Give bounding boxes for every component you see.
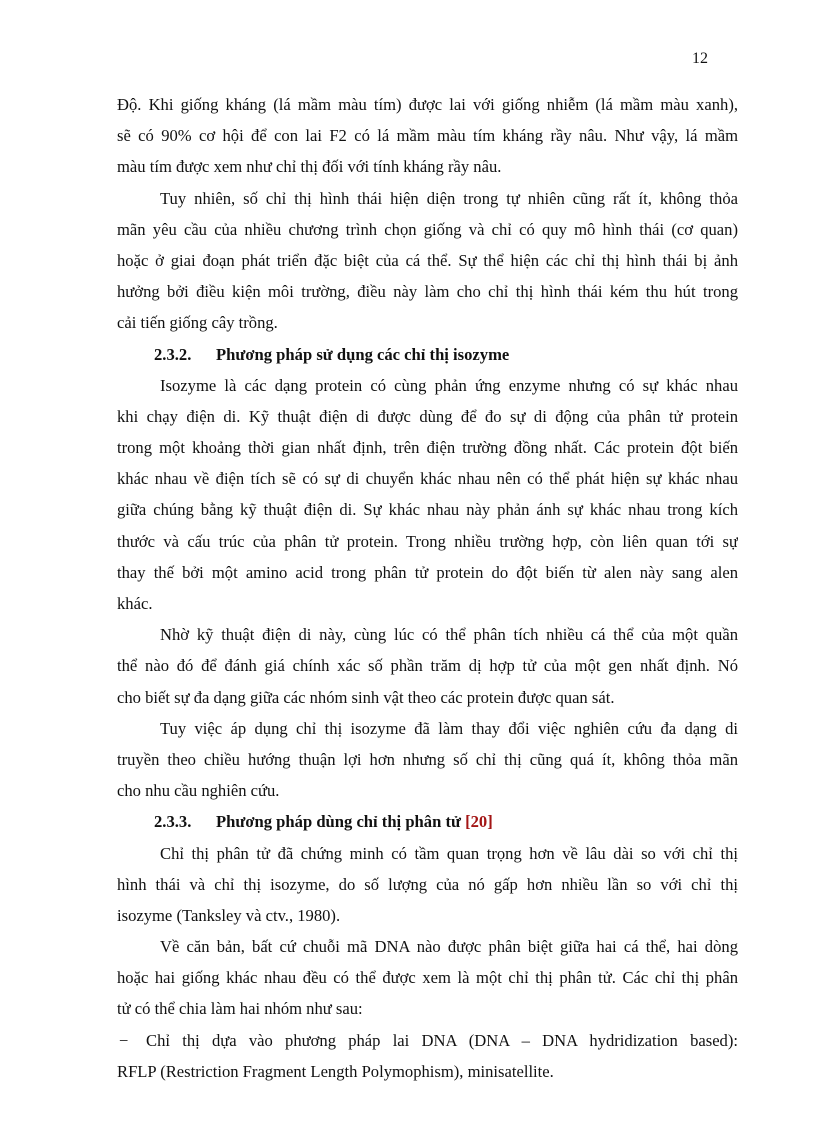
bullet-dash: − xyxy=(119,1030,129,1050)
text-line: hình thái và chỉ thị isozyme, do số lượng của nó gấp hơn nhiều lần so với chỉ thị xyxy=(117,874,738,894)
text-line: mãn yêu cầu của nhiều chương trình chọn giống và chỉ có quy mô hình thái (cơ quan) xyxy=(117,219,738,239)
text-line: tử có thể chia làm hai nhóm như sau: xyxy=(117,999,363,1019)
body-text xyxy=(117,89,738,1087)
text-line: khác. xyxy=(117,594,153,613)
citation-link[interactable]: [20] xyxy=(465,812,493,832)
text-line: cho nhu cầu nghiên cứu. xyxy=(117,781,280,801)
section-title: Phương pháp dùng chỉ thị phân tử xyxy=(216,812,461,832)
text-line: Isozyme là các dạng protein có cùng phản ứng enzyme nhưng có sự khác nhau xyxy=(160,375,738,395)
text-line: khác nhau về điện tích sẽ có sự di chuyển khác nhau nên có thể phát hiện sự khác nhau xyxy=(117,469,738,489)
text-line: sẽ có 90% cơ hội để con lai F2 có lá mầm màu tím kháng rầy nâu. Như vậy, lá mầm xyxy=(117,126,738,146)
section-heading-2-3-3 xyxy=(117,806,738,837)
section-number: 2.3.3. xyxy=(154,812,192,832)
text-line: Chỉ thị phân tử đã chứng minh có tầm quan trọng hơn về lâu dài so với chỉ thị xyxy=(160,843,738,863)
text-line: khi chạy điện di. Kỹ thuật điện di được dùng để đo sự di động của phân tử protein xyxy=(117,406,738,426)
page-number: 12 xyxy=(692,50,708,67)
text-line: Tuy việc áp dụng chỉ thị isozyme đã làm thay đổi việc nghiên cứu đa dạng di xyxy=(160,718,738,738)
text-line: RFLP (Restriction Fragment Length Polymophism), minisatellite. xyxy=(117,1061,554,1081)
text-line: hoặc hai giống khác nhau đều có thể được xem là một chỉ thị phân tử. Các chỉ thị phân xyxy=(117,968,738,988)
text-line: truyền theo chiều hướng thuận lợi hơn nhưng số chỉ thị cũng quá ít, không thỏa mãn xyxy=(117,749,738,769)
text-line: Độ. Khi giống kháng (lá mầm màu tím) được lai với giống nhiễm (lá mầm màu xanh), xyxy=(117,95,738,114)
text-line: trong một khoảng thời gian nhất định, trên điện trường đồng nhất. Các protein đột biến xyxy=(117,438,738,458)
text-line: Tuy nhiên, số chỉ thị hình thái hiện diện trong tự nhiên cũng rất ít, không thỏa xyxy=(160,188,738,208)
text-line: Nhờ kỹ thuật điện di này, cùng lúc có thể phân tích nhiều cá thể của một quần xyxy=(160,625,738,645)
text-line: Về căn bản, bất cứ chuỗi mã DNA nào được phân biệt giữa hai cá thể, hai dòng xyxy=(160,937,738,957)
text-line: isozyme (Tanksley và ctv., 1980). xyxy=(117,905,341,925)
bullet-text: Chỉ thị dựa vào phương pháp lai DNA (DNA – DNA hydridization based): xyxy=(146,1030,738,1050)
text-line: cải tiến giống cây trồng. xyxy=(117,313,278,333)
text-line: hưởng bởi điều kiện môi trường, điều này làm cho chỉ thị hình thái kém thu hút trong xyxy=(117,282,738,302)
text-line: thể nào đó để đánh giá chính xác số phần trăm dị hợp tử của một gen nhất định. Nó xyxy=(117,656,738,676)
text-line: màu tím được xem như chỉ thị đối với tính kháng rầy nâu. xyxy=(117,157,502,177)
text-line: cho biết sự đa dạng giữa các nhóm sinh vật theo các protein được quan sát. xyxy=(117,687,615,707)
text-line: thước và cấu trúc của phân tử protein. Trong nhiều trường hợp, còn liên quan tới sự xyxy=(117,531,738,551)
bullet-item xyxy=(117,1025,738,1056)
section-number: 2.3.2. xyxy=(154,344,192,364)
text-line: giữa chúng bằng kỹ thuật điện di. Sự khác nhau này phản ánh sự khác nhau trong kích xyxy=(117,500,738,520)
section-heading-2-3-2 xyxy=(117,339,738,370)
text-line: hoặc ở giai đoạn phát triển đặc biệt của cá thể. Sự thể hiện các chỉ thị hình thái bị ảnh xyxy=(117,250,738,270)
section-title: Phương pháp sử dụng các chỉ thị isozyme xyxy=(216,344,510,364)
text-line: thay thế bởi một amino acid trong phân tử protein do đột biến từ alen này sang alen xyxy=(117,562,738,582)
